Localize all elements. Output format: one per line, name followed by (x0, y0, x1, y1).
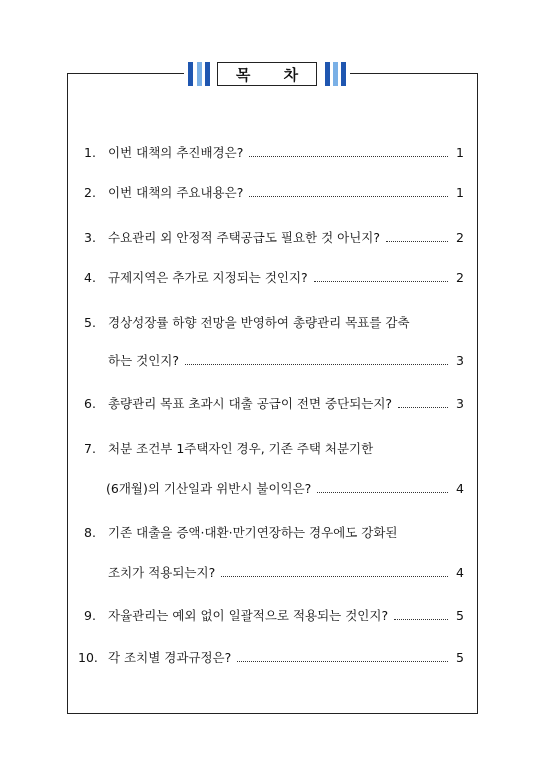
toc-entry[interactable] (84, 230, 464, 246)
entry-number: 8. (84, 525, 96, 540)
entry-number: 7. (84, 441, 96, 456)
entry-number: 3. (84, 230, 96, 245)
entry-title: 자율관리는 예외 없이 일괄적으로 적용되는 것인지? (108, 608, 389, 623)
leader-dots (394, 619, 448, 620)
entry-page: 3 (456, 353, 464, 368)
leader-dots (249, 156, 448, 157)
leader-dots (314, 281, 448, 282)
leader-dots (398, 407, 448, 408)
entry-page: 4 (456, 565, 464, 580)
entry-title-continuation: 하는 것인지? (108, 353, 179, 368)
leader-dots (237, 661, 448, 662)
entry-title: 수요관리 외 안정적 주택공급도 필요한 것 아닌지? (108, 230, 380, 245)
entry-page: 5 (456, 650, 464, 665)
entry-number: 9. (84, 608, 96, 623)
toc-title: 목 차 (217, 62, 317, 86)
toc-entry[interactable] (84, 396, 464, 412)
entry-title: 이번 대책의 추진배경은? (108, 145, 244, 160)
toc-entry[interactable] (78, 650, 464, 666)
toc-entry[interactable] (84, 145, 464, 161)
leader-dots (386, 241, 448, 242)
entry-title-continuation: (6개월)의 기산일과 위반시 불이익은? (106, 481, 312, 496)
entry-title: 경상성장률 하향 전망을 반영하여 총량관리 목표를 감축 (108, 315, 410, 330)
entry-title-continuation: 조치가 적용되는지? (108, 565, 216, 580)
entry-number: 10. (78, 650, 98, 665)
toc-entry[interactable] (84, 525, 464, 541)
toc-entry[interactable] (84, 441, 464, 457)
entry-number: 4. (84, 270, 96, 285)
entry-page: 3 (456, 396, 464, 411)
entry-number: 5. (84, 315, 96, 330)
leader-dots (185, 364, 448, 365)
entry-page: 4 (456, 481, 464, 496)
toc-entry-continuation[interactable] (108, 565, 464, 581)
leader-dots (221, 576, 448, 577)
entry-page: 5 (456, 608, 464, 623)
toc-entry[interactable] (84, 270, 464, 286)
entry-title: 총량관리 목표 초과시 대출 공급이 전면 중단되는지? (108, 396, 393, 411)
toc-entry[interactable] (84, 315, 464, 331)
entry-number: 1. (84, 145, 96, 160)
entry-title: 규제지역은 추가로 지정되는 것인지? (108, 270, 308, 285)
toc-entry[interactable] (84, 608, 464, 624)
leader-dots (249, 196, 448, 197)
entry-title: 이번 대책의 주요내용은? (108, 185, 244, 200)
toc-entry-continuation[interactable] (106, 481, 464, 497)
entry-page: 1 (456, 145, 464, 160)
entry-number: 2. (84, 185, 96, 200)
entry-number: 6. (84, 396, 96, 411)
toc-entry-continuation[interactable] (108, 353, 464, 369)
entry-title: 기존 대출을 증액·대환·만기연장하는 경우에도 강화된 (108, 525, 398, 540)
entry-title: 처분 조건부 1주택자인 경우, 기존 주택 처분기한 (108, 441, 374, 456)
leader-dots (317, 492, 448, 493)
entry-page: 2 (456, 270, 464, 285)
entry-title: 각 조치별 경과규정은? (108, 650, 232, 665)
entry-page: 2 (456, 230, 464, 245)
toc-entry[interactable] (84, 185, 464, 201)
entry-page: 1 (456, 185, 464, 200)
